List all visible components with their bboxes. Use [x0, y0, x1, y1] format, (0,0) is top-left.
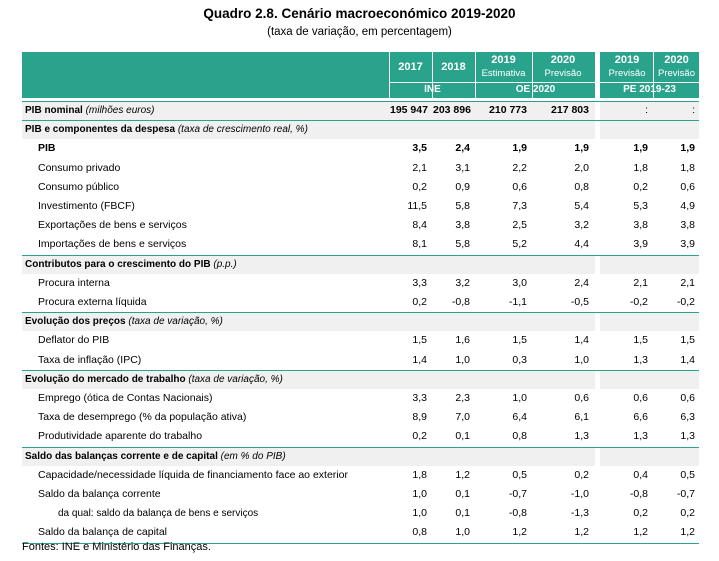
header-year: 2017: [398, 61, 423, 73]
value-cell: 1,8: [412, 468, 427, 481]
row-label-text: Evolução dos preços: [25, 316, 126, 328]
row-label: [22, 101, 390, 120]
header-year: 2019 Previsão: [608, 54, 646, 79]
row-label-text: PIB e componentes da despesa: [25, 124, 176, 136]
value-cell: 1,0: [412, 488, 427, 500]
row-label-text: Capacidade/necessidade líquida de financiamento face ao exterior: [38, 468, 348, 481]
row-label: [22, 255, 390, 274]
value-cell: 0,2: [633, 180, 648, 193]
value-cell: 5,3: [633, 200, 648, 212]
row-label: [22, 523, 390, 542]
table-row: [22, 216, 699, 235]
value-cell: 0,1: [455, 430, 470, 443]
value-cell: 1,8: [633, 161, 648, 174]
column-gap: [595, 293, 600, 312]
value-cell: 0,4: [633, 468, 648, 481]
row-label: [22, 351, 390, 370]
value-cell: 5,4: [574, 200, 589, 212]
header-group-oe2020: OE 2020: [515, 84, 556, 95]
value-cell: -0,7: [508, 488, 527, 500]
table-row: [22, 331, 699, 350]
value-cell: 0,9: [455, 180, 470, 193]
row-label: [22, 216, 390, 235]
row-label-text: PIB nominal: [25, 105, 83, 116]
value-cell: 1,2: [574, 526, 589, 539]
value-cell: 0,8: [574, 180, 589, 193]
value-cell: 0,6: [512, 180, 527, 193]
row-label-text: Emprego (ótica de Contas Nacionais): [38, 392, 213, 404]
table-row: [22, 139, 699, 158]
value-cell: 2,4: [455, 142, 470, 155]
column-gap: [595, 312, 600, 331]
row-label: [22, 139, 390, 158]
row-label-note: (milhões euros): [85, 105, 155, 116]
row-label-text: Importações de bens e serviços: [38, 238, 187, 251]
value-cell: 5,8: [455, 238, 470, 251]
table-row: [22, 293, 699, 312]
value-cell: 3,9: [680, 238, 695, 251]
value-cell: 4,4: [574, 238, 589, 251]
value-cell: 1,0: [412, 507, 427, 520]
header-group-pe: PE 2019-23: [623, 84, 676, 95]
value-cell: -0,8: [508, 507, 527, 520]
table-row: [22, 389, 699, 408]
value-cell: 3,3: [412, 276, 427, 289]
row-label: [22, 159, 390, 178]
column-gap: [595, 331, 600, 350]
value-cell: 2,0: [574, 161, 589, 174]
value-cell: 3,5: [412, 142, 427, 155]
value-cell: -0,2: [629, 296, 648, 308]
value-cell: 1,3: [574, 430, 589, 443]
column-gap: [595, 274, 600, 293]
value-cell: 1,5: [412, 334, 427, 347]
row-label: [22, 120, 390, 139]
row-label-note: (taxa de variação, %): [128, 316, 223, 328]
value-cell: 0,6: [680, 392, 695, 404]
table-row: [22, 408, 699, 427]
value-cell: 1,8: [680, 161, 695, 174]
row-label: [22, 312, 390, 331]
row-separator: [22, 255, 699, 256]
value-cell: 0,1: [455, 488, 470, 500]
table-row: [22, 485, 699, 504]
value-cell: 6,1: [574, 411, 589, 424]
column-gap: [595, 504, 600, 523]
row-label-text: Contributos para o crescimento do PIB: [25, 258, 211, 270]
table-row: [22, 427, 699, 446]
row-label-text: Deflator do PIB: [38, 334, 110, 347]
value-cell: 210 773: [489, 104, 527, 116]
column-gap: [595, 370, 600, 389]
value-cell: -0,8: [451, 296, 470, 308]
value-cell: 7,3: [512, 200, 527, 212]
value-cell: -1,3: [570, 507, 589, 520]
value-cell: 0,3: [512, 353, 527, 366]
column-gap: [595, 255, 600, 274]
table-row: [22, 351, 699, 370]
header-year: 2019 Estimativa: [481, 54, 526, 79]
value-cell: 0,8: [512, 430, 527, 443]
value-cell: 5,2: [512, 238, 527, 251]
column-gap: [595, 485, 600, 504]
value-cell: 0,2: [412, 180, 427, 193]
row-label: [22, 274, 390, 293]
row-label-text: Saldo da balança corrente: [38, 488, 161, 500]
table-row: [22, 178, 699, 197]
value-cell: 1,9: [512, 142, 527, 155]
column-gap: [595, 216, 600, 235]
value-cell: :: [645, 104, 648, 116]
section-row: [22, 370, 699, 389]
header-year: 2020 Previsão: [658, 54, 695, 79]
value-cell: 1,2: [455, 468, 470, 481]
table-row: [22, 235, 699, 254]
row-label-text: Investimento (FBCF): [38, 200, 135, 212]
value-cell: 1,9: [633, 142, 648, 155]
value-cell: 0,2: [412, 430, 427, 443]
value-cell: 1,2: [633, 526, 648, 539]
value-cell: 0,5: [680, 468, 695, 481]
value-cell: 0,6: [680, 180, 695, 193]
value-cell: 0,2: [680, 507, 695, 520]
value-cell: 1,2: [680, 526, 695, 539]
row-label-text: Procura externa líquida: [38, 296, 147, 308]
value-cell: 0,6: [574, 392, 589, 404]
row-separator: [22, 120, 699, 121]
row-label-text: Consumo público: [38, 180, 120, 193]
value-cell: -0,5: [570, 296, 589, 308]
table-header: [22, 52, 699, 98]
value-cell: 2,4: [574, 276, 589, 289]
value-cell: 3,1: [455, 161, 470, 174]
row-label: [22, 485, 390, 504]
value-cell: 1,0: [512, 392, 527, 404]
value-cell: 2,3: [455, 392, 470, 404]
value-cell: 0,6: [633, 392, 648, 404]
row-label: [22, 293, 390, 312]
value-cell: 1,3: [680, 430, 695, 443]
row-label: [22, 466, 390, 485]
table-row: [22, 466, 699, 485]
value-cell: 6,3: [680, 411, 695, 424]
table-row: [22, 504, 699, 523]
value-cell: 8,4: [412, 219, 427, 232]
value-cell: 0,8: [412, 526, 427, 539]
row-label: [22, 427, 390, 446]
value-cell: 1,4: [574, 334, 589, 347]
value-cell: 2,1: [412, 161, 427, 174]
value-cell: -1,0: [570, 488, 589, 500]
section-row: [22, 447, 699, 466]
value-cell: 2,1: [633, 276, 648, 289]
value-cell: 6,4: [512, 411, 527, 424]
value-cell: 1,5: [680, 334, 695, 347]
row-label-text: Produtividade aparente do trabalho: [38, 430, 203, 443]
value-cell: 1,4: [412, 353, 427, 366]
table-row: [22, 523, 699, 542]
value-cell: 2,1: [680, 276, 695, 289]
header-year: 2020 Previsão: [544, 54, 582, 79]
value-cell: 3,9: [633, 238, 648, 251]
value-cell: 3,8: [680, 219, 695, 232]
value-cell: -1,1: [508, 296, 527, 308]
value-cell: 2,2: [512, 161, 527, 174]
value-cell: 7,0: [455, 411, 470, 424]
row-label-text: Evolução do mercado de trabalho: [25, 373, 186, 385]
value-cell: 11,5: [407, 200, 427, 212]
row-label: [22, 370, 390, 389]
row-label-text: Saldo da balança de capital: [38, 526, 168, 539]
column-gap: [595, 351, 600, 370]
value-cell: 217 803: [551, 104, 589, 116]
row-label: [22, 408, 390, 427]
table-row: [22, 159, 699, 178]
row-label: [22, 447, 390, 466]
value-cell: -0,2: [676, 296, 695, 308]
value-cell: 5,8: [455, 200, 470, 212]
column-gap: [595, 235, 600, 254]
value-cell: 1,4: [680, 353, 695, 366]
row-label-text: Procura interna: [38, 276, 110, 289]
value-cell: 8,9: [412, 411, 427, 424]
column-gap: [595, 120, 600, 139]
row-label-text: Consumo privado: [38, 161, 121, 174]
value-cell: 1,5: [512, 334, 527, 347]
column-gap: [595, 523, 600, 542]
row-separator: [22, 370, 699, 371]
table-row: [22, 274, 699, 293]
value-cell: 0,2: [412, 296, 427, 308]
column-gap: [595, 427, 600, 446]
row-label: [22, 178, 390, 197]
row-label-note: (em % do PIB): [220, 450, 286, 462]
value-cell: 2,5: [512, 219, 527, 232]
value-cell: 3,2: [455, 276, 470, 289]
row-label-note: (taxa de crescimento real, %): [177, 124, 308, 136]
column-gap: [595, 408, 600, 427]
header-year: 2018: [441, 61, 466, 73]
value-cell: :: [692, 104, 695, 116]
section-row: [22, 255, 699, 274]
section-row: [22, 120, 699, 139]
section-row: [22, 312, 699, 331]
row-label-text: Exportações de bens e serviços: [38, 219, 187, 232]
column-gap: [595, 447, 600, 466]
table-subtitle: (taxa de variação, em percentagem): [267, 26, 452, 38]
table-row: [22, 101, 699, 120]
value-cell: 203 896: [433, 104, 471, 116]
row-label-text: PIB: [38, 142, 56, 155]
table-row: [22, 197, 699, 216]
source-note: Fontes: INE e Ministério das Finanças.: [22, 541, 211, 553]
row-label: [22, 389, 390, 408]
row-separator: [22, 101, 699, 102]
row-label-note: (p.p.): [213, 258, 237, 270]
row-separator: [22, 447, 699, 448]
value-cell: 1,3: [633, 430, 648, 443]
value-cell: 6,6: [633, 411, 648, 424]
value-cell: 1,5: [633, 334, 648, 347]
table-title: Quadro 2.8. Cenário macroeconómico 2019-2020: [203, 6, 516, 21]
value-cell: 4,9: [680, 200, 695, 212]
value-cell: 3,8: [633, 219, 648, 232]
value-cell: 1,9: [574, 142, 589, 155]
value-cell: 1,3: [633, 353, 648, 366]
value-cell: 3,2: [574, 219, 589, 232]
value-cell: 1,9: [680, 142, 695, 155]
column-gap: [595, 101, 600, 120]
value-cell: 3,8: [455, 219, 470, 232]
value-cell: 1,0: [455, 353, 470, 366]
row-label-note: (taxa de variação, %): [188, 373, 283, 385]
value-cell: 8,1: [412, 238, 427, 251]
column-gap: [595, 197, 600, 216]
column-gap: [595, 466, 600, 485]
value-cell: 0,2: [633, 507, 648, 520]
value-cell: 195 947: [390, 104, 428, 116]
row-label-text: Taxa de desemprego (% da população ativa): [38, 411, 247, 424]
row-label-text: Taxa de inflação (IPC): [38, 353, 142, 366]
column-gap: [595, 389, 600, 408]
row-label: [22, 504, 390, 523]
value-cell: -0,8: [629, 488, 648, 500]
row-label: [22, 331, 390, 350]
value-cell: 3,0: [512, 276, 527, 289]
value-cell: 0,2: [574, 468, 589, 481]
row-label: [22, 197, 390, 216]
row-label: [22, 235, 390, 254]
column-gap: [595, 139, 600, 158]
header-group-ine: INE: [424, 84, 441, 95]
row-label-text: Saldo das balanças corrente e de capital: [25, 450, 218, 462]
row-separator: [22, 312, 699, 313]
value-cell: 1,6: [455, 334, 470, 347]
value-cell: 0,1: [455, 507, 470, 520]
row-label-text: da qual: saldo da balança de bens e serviços: [58, 508, 259, 520]
column-gap: [595, 159, 600, 178]
value-cell: 3,3: [412, 392, 427, 404]
column-gap: [595, 178, 600, 197]
value-cell: 1,0: [574, 353, 589, 366]
value-cell: 0,5: [512, 468, 527, 481]
value-cell: 1,2: [512, 526, 527, 539]
value-cell: 1,0: [455, 526, 470, 539]
value-cell: -0,7: [676, 488, 695, 500]
